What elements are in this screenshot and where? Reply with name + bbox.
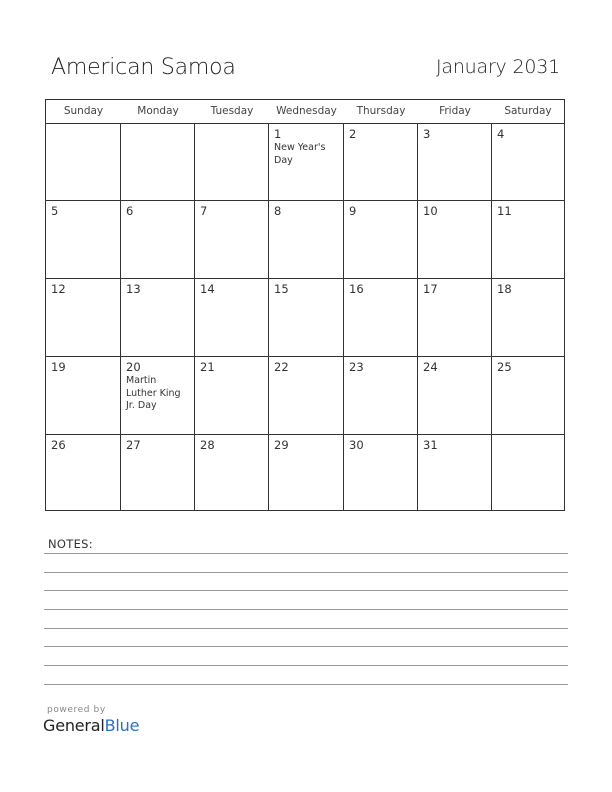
day-number: 6	[126, 204, 134, 218]
weekday-header: Friday	[418, 100, 492, 124]
notes-line	[44, 553, 568, 554]
day-cell	[269, 357, 344, 435]
day-number: 1	[274, 127, 282, 141]
day-cell	[418, 124, 492, 201]
weekday-header: Thursday	[344, 100, 418, 124]
day-number: 7	[200, 204, 208, 218]
logo-blue-text: Blue	[104, 716, 140, 735]
day-number: 9	[349, 204, 357, 218]
day-cell	[344, 279, 418, 357]
day-number: 12	[51, 282, 66, 296]
notes-label: NOTES:	[48, 537, 93, 551]
day-number: 22	[274, 360, 289, 374]
day-number: 21	[200, 360, 215, 374]
day-cell	[46, 357, 121, 435]
day-number: 29	[274, 438, 289, 452]
day-cell	[492, 357, 564, 435]
day-number: 28	[200, 438, 215, 452]
notes-line	[44, 609, 568, 610]
day-number: 11	[497, 204, 512, 218]
weekday-header: Wednesday	[269, 100, 344, 124]
day-cell	[418, 357, 492, 435]
day-cell	[195, 124, 269, 201]
day-cell	[418, 201, 492, 279]
day-cell	[269, 279, 344, 357]
day-cell	[121, 201, 195, 279]
calendar-month-title: January 2031	[435, 56, 560, 78]
day-number: 30	[349, 438, 364, 452]
day-cell	[492, 435, 564, 510]
day-cell	[195, 435, 269, 510]
day-number: 17	[423, 282, 438, 296]
day-cell	[492, 279, 564, 357]
powered-by-text: powered by	[47, 705, 106, 715]
day-cell	[492, 201, 564, 279]
day-number: 15	[274, 282, 289, 296]
day-cell	[269, 201, 344, 279]
day-number: 24	[423, 360, 438, 374]
calendar-grid	[45, 99, 565, 511]
day-number: 14	[200, 282, 215, 296]
day-number: 8	[274, 204, 282, 218]
day-number: 25	[497, 360, 512, 374]
day-number: 5	[51, 204, 59, 218]
day-cell	[121, 279, 195, 357]
day-cell	[46, 124, 121, 201]
day-cell	[121, 357, 195, 435]
logo-general-text: General	[43, 716, 105, 735]
day-number: 2	[349, 127, 357, 141]
weekday-header: Sunday	[46, 100, 121, 124]
day-number: 3	[423, 127, 431, 141]
calendar-country-title: American Samoa	[51, 55, 236, 80]
day-cell	[195, 279, 269, 357]
notes-line	[44, 665, 568, 666]
day-number: 26	[51, 438, 66, 452]
day-cell	[121, 435, 195, 510]
weekday-header: Tuesday	[195, 100, 269, 124]
notes-line	[44, 590, 568, 591]
notes-line	[44, 646, 568, 647]
holiday-label: Martin Luther King Jr. Day	[126, 375, 181, 411]
day-number: 31	[423, 438, 438, 452]
day-cell	[492, 124, 564, 201]
day-cell	[344, 201, 418, 279]
day-cell	[344, 124, 418, 201]
day-cell	[121, 124, 195, 201]
day-number: 19	[51, 360, 66, 374]
notes-line	[44, 628, 568, 629]
notes-line	[44, 572, 568, 573]
generalblue-logo	[43, 716, 139, 735]
day-cell	[269, 124, 344, 201]
day-number: 16	[349, 282, 364, 296]
day-cell	[46, 201, 121, 279]
day-number: 20	[126, 360, 141, 374]
day-number: 4	[497, 127, 505, 141]
day-cell	[344, 435, 418, 510]
notes-line	[44, 684, 568, 685]
day-cell	[46, 279, 121, 357]
day-cell	[46, 435, 121, 510]
day-number: 10	[423, 204, 438, 218]
day-number: 13	[126, 282, 141, 296]
day-cell	[344, 357, 418, 435]
holiday-label: New Year's Day	[274, 142, 326, 166]
day-cell	[418, 279, 492, 357]
day-number: 23	[349, 360, 364, 374]
day-number: 27	[126, 438, 141, 452]
day-cell	[418, 435, 492, 510]
weekday-header: Monday	[121, 100, 195, 124]
day-number: 18	[497, 282, 512, 296]
day-cell	[195, 201, 269, 279]
weekday-header: Saturday	[492, 100, 564, 124]
day-cell	[269, 435, 344, 510]
day-cell	[195, 357, 269, 435]
